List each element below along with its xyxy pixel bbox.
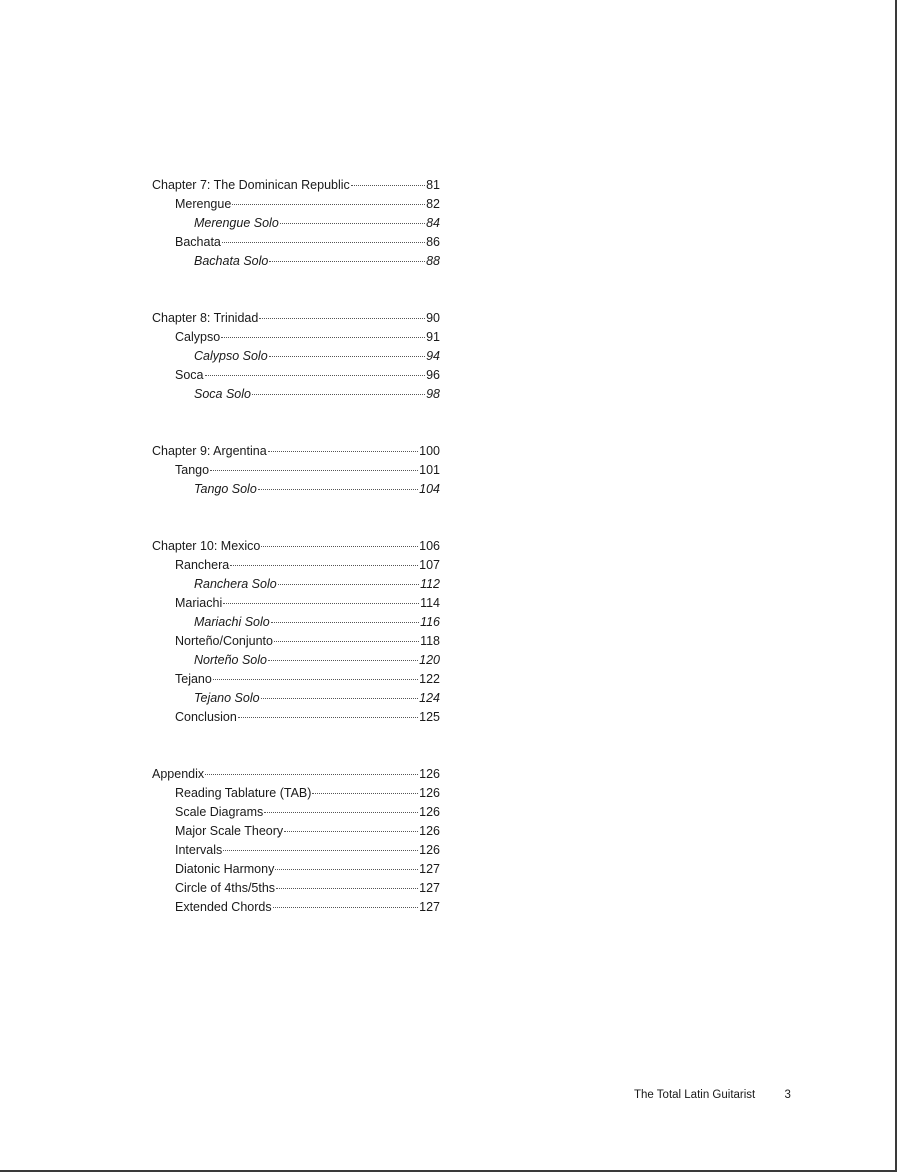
toc-entry-title: Merengue [175,197,232,211]
toc-subentry[interactable] [152,575,440,594]
dot-leader [271,622,419,623]
dot-leader [238,717,418,718]
dot-leader [264,812,418,813]
dot-leader [258,489,418,490]
dot-leader [269,356,425,357]
toc-entry[interactable] [152,841,440,860]
toc-entry-title: Mariachi Solo [194,615,270,629]
toc-entry-title: Norteño Solo [194,653,267,667]
dot-leader [252,394,425,395]
toc-subentry[interactable] [152,689,440,708]
toc-entry-page: 126 [419,786,440,800]
dot-leader [205,375,426,376]
toc-subentry[interactable] [152,480,440,499]
toc-entry-page: 94 [426,349,440,363]
toc-entry-title: Chapter 7: The Dominican Republic [152,178,350,192]
toc-entry[interactable] [152,803,440,822]
dot-leader [210,470,418,471]
toc-entry-page: 84 [426,216,440,230]
toc-entry-title: Extended Chords [175,900,272,914]
toc-section [152,442,440,499]
toc-subentry[interactable] [152,613,440,632]
toc-subentry[interactable] [152,651,440,670]
toc-entry-page: 91 [426,330,440,344]
toc-entry-page: 126 [419,843,440,857]
toc-entry-title: Major Scale Theory [175,824,284,838]
toc-entry-title: Tejano Solo [194,691,260,705]
toc-entry[interactable] [152,195,440,214]
toc-entry[interactable] [152,233,440,252]
dot-leader [269,261,425,262]
dot-leader [261,698,419,699]
toc-entry[interactable] [152,670,440,689]
toc-entry-page: 107 [419,558,440,572]
page-number: 3 [784,1089,791,1101]
toc-entry[interactable] [152,784,440,803]
running-footer-title: The Total Latin Guitarist [634,1089,756,1101]
dot-leader [259,318,425,319]
dot-leader [230,565,418,566]
toc-entry-title: Calypso Solo [194,349,268,363]
toc-section [152,309,440,404]
dot-leader [223,603,419,604]
toc-entry-title: Bachata Solo [194,254,269,268]
toc-chapter-entry[interactable] [152,537,440,556]
toc-entry-page: 127 [419,881,440,895]
toc-entry-title: Scale Diagrams [175,805,264,819]
toc-entry-page: 98 [426,387,440,401]
toc-entry-title: Chapter 9: Argentina [152,444,267,458]
toc-entry-title: Calypso [175,330,221,344]
toc-entry-title: Conclusion [175,710,237,724]
toc-entry-page: 101 [419,463,440,477]
toc-section [152,537,440,727]
toc-entry-title: Diatonic Harmony [175,862,275,876]
dot-leader [276,888,418,889]
toc-entry-title: Tejano [175,672,212,686]
toc-entry-title: Soca [175,368,204,382]
toc-entry[interactable] [152,898,440,917]
toc-entry[interactable] [152,328,440,347]
toc-entry[interactable] [152,594,440,613]
toc-entry[interactable] [152,461,440,480]
toc-section [152,765,440,917]
toc-entry-title: Norteño/Conjunto [175,634,273,648]
toc-entry-page: 104 [419,482,440,496]
toc-entry-page: 126 [419,824,440,838]
toc-entry-title: Tango [175,463,210,477]
dot-leader [274,641,419,642]
toc-entry-title: Ranchera Solo [194,577,277,591]
toc-entry[interactable] [152,632,440,651]
toc-entry-page: 116 [420,615,440,629]
toc-entry-page: 82 [426,197,440,211]
toc-entry-page: 126 [419,805,440,819]
toc-entry-title: Reading Tablature (TAB) [175,786,312,800]
toc-entry-page: 90 [426,311,440,325]
toc-section [152,176,440,271]
toc-entry-title: Mariachi [175,596,223,610]
toc-entry[interactable] [152,822,440,841]
toc-subentry[interactable] [152,347,440,366]
toc-entry-page: 100 [419,444,440,458]
toc-entry-title: Chapter 10: Mexico [152,539,261,553]
toc-entry[interactable] [152,708,440,727]
toc-entry-page: 127 [419,900,440,914]
dot-leader [278,584,419,585]
dot-leader [232,204,425,205]
toc-entry-page: 88 [426,254,440,268]
toc-entry-title: Merengue Solo [194,216,279,230]
dot-leader [275,869,418,870]
dot-leader [268,660,418,661]
toc-entry-page: 96 [426,368,440,382]
table-of-contents [152,176,440,955]
toc-entry-page: 122 [419,672,440,686]
toc-entry-title: Intervals [175,843,223,857]
dot-leader [213,679,418,680]
toc-subentry[interactable] [152,252,440,271]
toc-entry-title: Tango Solo [194,482,257,496]
dot-leader [261,546,418,547]
toc-entry-page: 124 [419,691,440,705]
dot-leader [221,337,425,338]
toc-entry[interactable] [152,860,440,879]
toc-entry-page: 86 [426,235,440,249]
toc-chapter-entry[interactable] [152,176,440,195]
dot-leader [273,907,419,908]
dot-leader [284,831,418,832]
dot-leader [312,793,418,794]
toc-entry-page: 112 [420,577,440,591]
toc-chapter-entry[interactable] [152,309,440,328]
dot-leader [222,242,425,243]
toc-subentry[interactable] [152,214,440,233]
toc-entry-page: 127 [419,862,440,876]
page-footer [634,1089,791,1101]
toc-entry-title: Bachata [175,235,221,249]
toc-entry-page: 120 [419,653,440,667]
dot-leader [351,185,425,186]
toc-chapter-entry[interactable] [152,442,440,461]
dot-leader [223,850,418,851]
toc-subentry[interactable] [152,385,440,404]
dot-leader [268,451,418,452]
toc-entry-title: Chapter 8: Trinidad [152,311,259,325]
toc-entry-page: 126 [419,767,440,781]
dot-leader [280,223,425,224]
toc-entry-page: 81 [426,178,440,192]
dot-leader [205,774,418,775]
toc-entry[interactable] [152,366,440,385]
toc-entry-title: Circle of 4ths/5ths [175,881,276,895]
toc-entry[interactable] [152,879,440,898]
toc-entry-title: Appendix [152,767,205,781]
toc-entry-page: 118 [420,634,440,648]
toc-entry-page: 125 [419,710,440,724]
toc-entry-page: 106 [419,539,440,553]
toc-entry-title: Ranchera [175,558,230,572]
toc-chapter-entry[interactable] [152,765,440,784]
toc-entry-page: 114 [420,596,440,610]
toc-entry[interactable] [152,556,440,575]
toc-entry-title: Soca Solo [194,387,251,401]
